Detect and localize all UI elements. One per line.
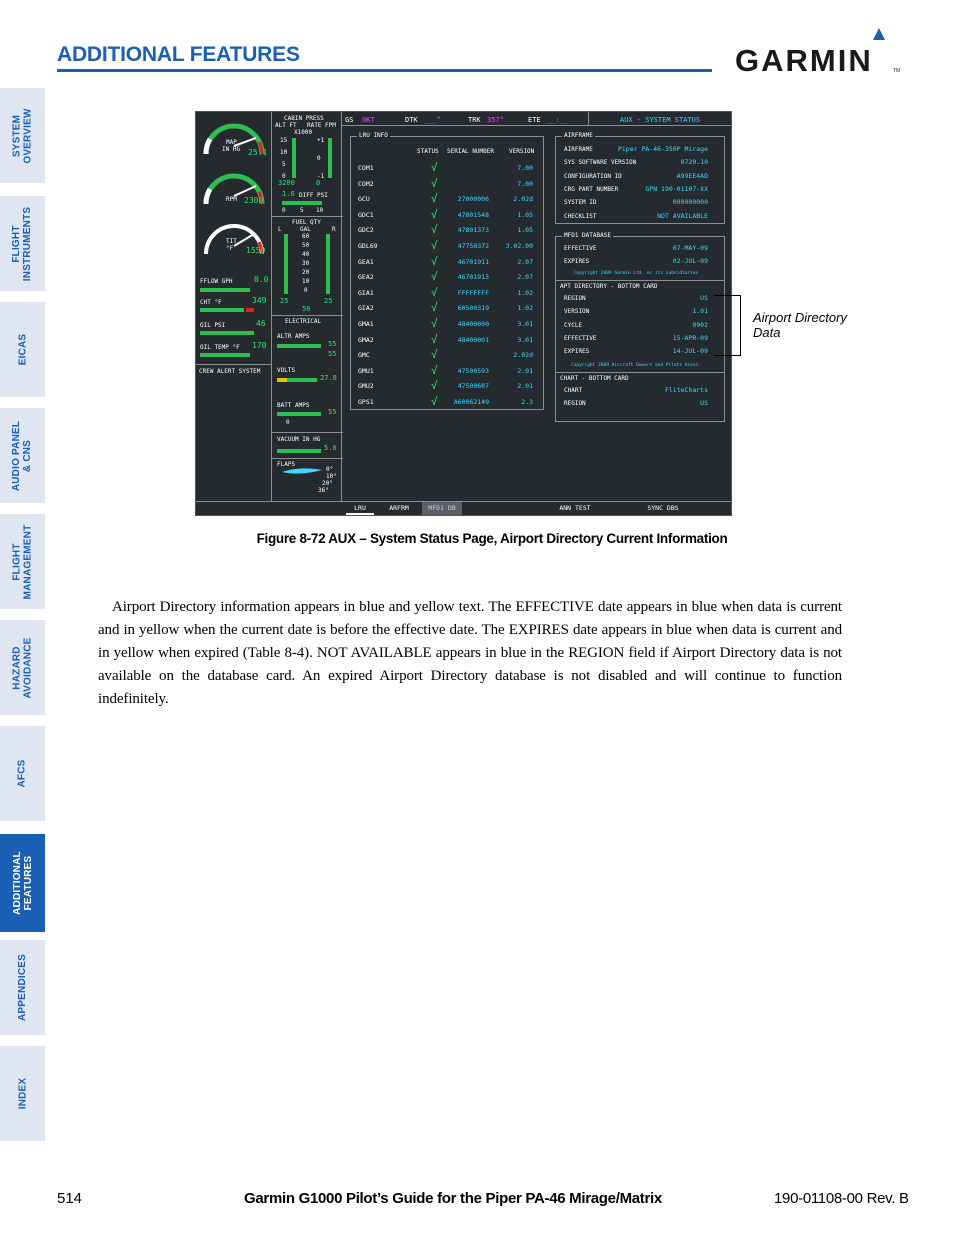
header-rule bbox=[57, 69, 712, 72]
lru-version: 2.3 bbox=[521, 398, 533, 406]
data-row bbox=[556, 243, 716, 256]
tab-system-overview[interactable]: SYSTEM OVERVIEW bbox=[0, 88, 45, 183]
callout-bracket bbox=[714, 295, 741, 356]
lru-row bbox=[351, 395, 541, 411]
softkey-ann-test[interactable]: ANN TEST bbox=[559, 504, 591, 512]
row-label: EXPIRES bbox=[564, 258, 590, 265]
lru-name: GEA2 bbox=[358, 273, 374, 282]
lru-row bbox=[351, 364, 541, 380]
lru-name: COM1 bbox=[358, 164, 374, 172]
row-value: 0902 bbox=[692, 320, 708, 329]
row-label: EXPIRES bbox=[564, 348, 590, 356]
lru-name: GMU2 bbox=[358, 382, 374, 391]
callout-airport-directory-data: Airport Directory Data bbox=[753, 310, 847, 340]
lru-serial: A60062149 bbox=[453, 398, 489, 406]
lru-version: 2.02d bbox=[513, 195, 533, 204]
lru-version: 7.00 bbox=[517, 164, 533, 172]
row-value: 000000000 bbox=[672, 198, 708, 207]
check-icon: √ bbox=[431, 161, 438, 174]
lru-row bbox=[351, 348, 541, 364]
lru-row bbox=[351, 286, 541, 302]
check-icon: √ bbox=[431, 223, 438, 237]
row-value: NOT AVAILABLE bbox=[657, 211, 708, 220]
footer-title: Garmin G1000 Pilot’s Guide for the Piper PA-46 Mirage/Matrix bbox=[244, 1190, 662, 1207]
lru-row bbox=[351, 177, 541, 193]
lru-name: GMC bbox=[358, 351, 370, 360]
row-value: US bbox=[700, 294, 708, 302]
figure-caption: Figure 8-72 AUX – System Status Page, Airport Directory Current Information bbox=[256, 531, 728, 546]
check-icon: √ bbox=[431, 207, 438, 221]
row-label: CRG PART NUMBER bbox=[564, 185, 619, 193]
body-paragraph: Airport Directory information appears in blue and yellow text. The EFFECTIVE date appears in blue when data is current and in yellow when the current date is before the effective date. The EXPIRES date appears in blue when data is current and in yellow when expired (Table 8-4). NOT AVAILABLE appears in blue in the REGION field if Airport Directory data is not available on the database card. An expired Airport Directory database is not disabled and will continue to function indefinitely. bbox=[98, 599, 842, 707]
lru-name: GDL69 bbox=[358, 242, 378, 250]
lru-serial: 48400001 bbox=[457, 335, 489, 344]
svg-text:TM: TM bbox=[893, 68, 900, 74]
softkey-arfrm[interactable]: ARFRM bbox=[389, 504, 409, 512]
lru-version: 2.01 bbox=[517, 382, 533, 391]
section-title: ADDITIONAL FEATURES bbox=[57, 43, 300, 66]
lru-row bbox=[351, 208, 541, 224]
lru-serial: 47500593 bbox=[457, 366, 489, 375]
airframe-panel: AIRFRAME AIRFRAME Piper PA-46-350P Mirage SYS SOFTWARE VERSION 0720.10 CONFIGURATION ID A99EE4AD CRG PART NUMBER GPN 190-01107-XX SYSTEM ID 000000000 CHECKLIST NOT AVAILABLE bbox=[555, 136, 725, 224]
tab-appendices[interactable]: APPENDICES bbox=[0, 940, 45, 1035]
lru-version: 2.07 bbox=[517, 273, 533, 282]
tab-audio-panel-cns[interactable]: AUDIO PANEL & CNS bbox=[0, 408, 45, 503]
apt-directory-header: APT DIRECTORY - BOTTOM CARD bbox=[560, 283, 658, 290]
row-value: Piper PA-46-350P Mirage bbox=[617, 145, 708, 153]
lru-version: 3.02.00 bbox=[505, 242, 533, 250]
check-icon: √ bbox=[431, 301, 438, 315]
lru-row bbox=[351, 333, 541, 349]
check-icon: √ bbox=[431, 285, 438, 299]
document-number: 190-01108-00 Rev. B bbox=[774, 1190, 909, 1207]
check-icon: √ bbox=[431, 332, 438, 346]
tab-flight-instruments[interactable]: FLIGHT INSTRUMENTS bbox=[0, 196, 45, 291]
lru-row bbox=[351, 255, 541, 271]
row-value: 07-MAY-09 bbox=[672, 244, 708, 252]
row-value: GPN 190-01107-XX bbox=[645, 184, 708, 193]
lru-name: GDC1 bbox=[358, 210, 374, 219]
softkey-mfd1-db[interactable]: MFD1 DB bbox=[422, 502, 462, 515]
lru-row bbox=[351, 301, 541, 317]
row-label: SYSTEM ID bbox=[564, 199, 597, 207]
check-icon: √ bbox=[431, 254, 438, 268]
lru-name: GIA1 bbox=[358, 288, 374, 297]
check-icon: √ bbox=[431, 317, 438, 330]
lru-name: GEA1 bbox=[358, 257, 374, 266]
lru-version: 2.02d bbox=[513, 351, 533, 360]
lru-serial: 47801548 bbox=[457, 210, 489, 219]
row-label: AIRFRAME bbox=[564, 146, 593, 153]
row-value: FliteCharts bbox=[664, 386, 708, 394]
check-icon: √ bbox=[431, 176, 438, 190]
data-row bbox=[556, 398, 716, 411]
lru-version: 7.00 bbox=[517, 179, 533, 188]
softkey-bar bbox=[196, 501, 732, 515]
tab-eicas[interactable]: EICAS bbox=[0, 302, 45, 397]
row-value: 02-JUL-09 bbox=[672, 257, 708, 265]
check-icon: √ bbox=[431, 239, 438, 252]
row-value: 15-APR-09 bbox=[672, 333, 708, 342]
lru-version: 3.01 bbox=[517, 320, 533, 328]
data-row bbox=[556, 197, 716, 210]
lru-serial: 48400000 bbox=[457, 320, 489, 328]
data-row bbox=[556, 385, 716, 398]
lru-serial: 46701911 bbox=[457, 257, 489, 266]
lru-serial: FFFFFFFF bbox=[457, 288, 489, 297]
lru-serial: 47801373 bbox=[457, 226, 489, 235]
svg-text:GARMIN: GARMIN bbox=[735, 43, 873, 76]
softkey-lru[interactable]: LRU bbox=[346, 502, 374, 515]
softkey-sync-dbs[interactable]: SYNC DBS bbox=[647, 504, 679, 512]
tab-additional-features[interactable]: ADDITIONAL FEATURES bbox=[0, 834, 45, 932]
lru-serial: 60500319 bbox=[457, 304, 489, 313]
data-row bbox=[556, 144, 716, 157]
tab-index[interactable]: INDEX bbox=[0, 1046, 45, 1141]
lru-version: 1.05 bbox=[517, 226, 533, 235]
data-row bbox=[556, 211, 716, 224]
lru-version: 1.02 bbox=[517, 304, 533, 313]
mfd1-database-panel: MFD1 DATABASE EFFECTIVE 07-MAY-09 EXPIRES 02-JUL-09 Copyright 2009 Garmin Ltd. or its subsidiaries APT DIRECTORY - BOTTOM CARD REGION US VERSION 1.01 CYCLE 0902 EFFECTIVE 15-APR-09 EXPIRES 14-JUL-09 Copyright 2009 Aircraft Owners and Pilots Assoc. CHART - BOTTOM CARD CHART FliteCharts REGION US bbox=[555, 236, 725, 422]
row-label: CHART bbox=[564, 387, 583, 394]
row-label: EFFECTIVE bbox=[564, 334, 597, 342]
garmin-logo bbox=[735, 26, 900, 76]
lru-version: 3.01 bbox=[517, 335, 533, 344]
row-value: A99EE4AD bbox=[676, 171, 708, 180]
lru-row bbox=[351, 161, 541, 177]
lru-serial: 27000006 bbox=[457, 195, 489, 204]
tab-afcs[interactable]: AFCS bbox=[0, 726, 45, 821]
check-icon: √ bbox=[431, 192, 438, 206]
lru-name: GPS1 bbox=[358, 398, 374, 406]
lru-version: 2.01 bbox=[517, 366, 533, 375]
lru-row bbox=[351, 317, 541, 333]
row-label: EFFECTIVE bbox=[564, 245, 597, 252]
page-title: AUX - SYSTEM STATUS bbox=[620, 116, 701, 124]
data-row bbox=[556, 293, 716, 306]
row-label: VERSION bbox=[564, 308, 590, 316]
lru-name: GMU1 bbox=[358, 366, 374, 375]
tab-hazard-avoidance[interactable]: HAZARD AVOIDANCE bbox=[0, 620, 45, 715]
row-label: CONFIGURATION ID bbox=[564, 172, 622, 180]
lru-row bbox=[351, 239, 541, 255]
row-value: 14-JUL-09 bbox=[672, 347, 708, 356]
check-icon: √ bbox=[431, 363, 438, 377]
lru-row bbox=[351, 223, 541, 239]
lru-name: GDC2 bbox=[358, 226, 374, 235]
row-label: SYS SOFTWARE VERSION bbox=[564, 159, 637, 167]
lru-version: 1.05 bbox=[517, 210, 533, 219]
row-label: REGION bbox=[564, 295, 586, 302]
rpm-gauge bbox=[198, 164, 270, 214]
row-value: 0720.10 bbox=[680, 158, 708, 167]
check-icon: √ bbox=[431, 379, 438, 393]
data-row bbox=[556, 157, 716, 170]
flap-icon bbox=[280, 464, 324, 480]
eis-column-2: CABIN PRESS ALT FT RATE FPM X1000 15 10 5 0 +1 0 -1 3200 0 1.6 DIFF PSI 0 5 10 FUEL QTY GAL L R 60 50 40 30 20 10 0 25 25 50 ELECTRICAL ALTR AMPS 55 55 VOLTS 27.8 BATT AMPS 55 0 VACUUM IN HG 5.0 FLAPS 0° 10° 20° 36° bbox=[271, 112, 342, 502]
lru-row bbox=[351, 379, 541, 395]
lru-name: GCU bbox=[358, 195, 370, 204]
lru-name: GIA2 bbox=[358, 304, 374, 313]
row-value: US bbox=[700, 399, 708, 408]
tab-flight-management[interactable]: FLIGHT MANAGEMENT bbox=[0, 514, 45, 609]
data-row bbox=[556, 256, 716, 269]
row-label: CHECKLIST bbox=[564, 212, 597, 220]
lru-name: GMA2 bbox=[358, 335, 374, 344]
lru-name: GMA1 bbox=[358, 320, 374, 328]
lru-version: 1.02 bbox=[517, 288, 533, 297]
data-row bbox=[556, 346, 716, 359]
aux-system-status-display bbox=[195, 111, 732, 516]
page-number: 514 bbox=[57, 1190, 83, 1207]
lru-serial: 47750372 bbox=[457, 242, 489, 250]
lru-version: 2.07 bbox=[517, 257, 533, 266]
data-row bbox=[556, 184, 716, 197]
data-row bbox=[556, 306, 716, 319]
data-row bbox=[556, 320, 716, 333]
check-icon: √ bbox=[431, 270, 438, 284]
data-row bbox=[556, 333, 716, 346]
check-icon: √ bbox=[431, 348, 438, 362]
lru-info-panel: LRU INFO STATUS SERIAL NUMBER VERSION COM1 √ 7.00 COM2 √ 7.00 GCU √ 27000006 2.02d GDC1 √ 47801548 1.05 GDC2 √ 47801373 1.05 GDL69 √ 47750372 3.02.00 GEA1 √ 46701911 2.07 GEA2 √ 46701913 2.07 GIA1 √ FFFFFFFF 1.02 GIA2 √ 60500319 1.02 GMA1 √ 48400000 3.01 GMA2 √ 48400001 3.01 GMC √ 2.02d GMU1 √ 47500593 2.01 GMU2 √ 47500607 2.01 GPS1 √ A60062149 2.3 bbox=[350, 136, 544, 410]
row-label: REGION bbox=[564, 400, 586, 408]
lru-serial: 46701913 bbox=[457, 273, 489, 282]
row-value: 1.01 bbox=[692, 307, 708, 316]
data-row bbox=[556, 171, 716, 184]
nav-status-bar: GS 0KT DTK ___° TRK 357° ETE __:__ AUX - SYSTEM STATUS bbox=[342, 112, 732, 126]
lru-row bbox=[351, 270, 541, 286]
check-icon: √ bbox=[431, 395, 438, 408]
lru-row bbox=[351, 192, 541, 208]
lru-name: COM2 bbox=[358, 179, 374, 188]
lru-serial: 47500607 bbox=[457, 382, 489, 391]
row-label: CYCLE bbox=[564, 321, 583, 329]
eis-strip: MAP IN HG 25.1 RPM 2300 TIT °F 1550 FFLOW GPH 0.0 CHT °F 349 OIL PSI 46 OIL TEMP °F 170 CREW ALERT SYSTEM CABIN PRESS ALT FT RATE FPM X1000 15 10 5 0 +1 0 -1 3200 0 1.6 DIFF PSI 0 5 10 FUEL QTY GAL L R 60 50 40 30 20 10 0 25 25 50 ELECTRICAL ALTR AMPS 55 55 VOLTS 27.8 BATT AMPS 55 0 VACUUM IN HG 5.0 FLAPS 0° 10° 20° 36° bbox=[196, 112, 342, 502]
